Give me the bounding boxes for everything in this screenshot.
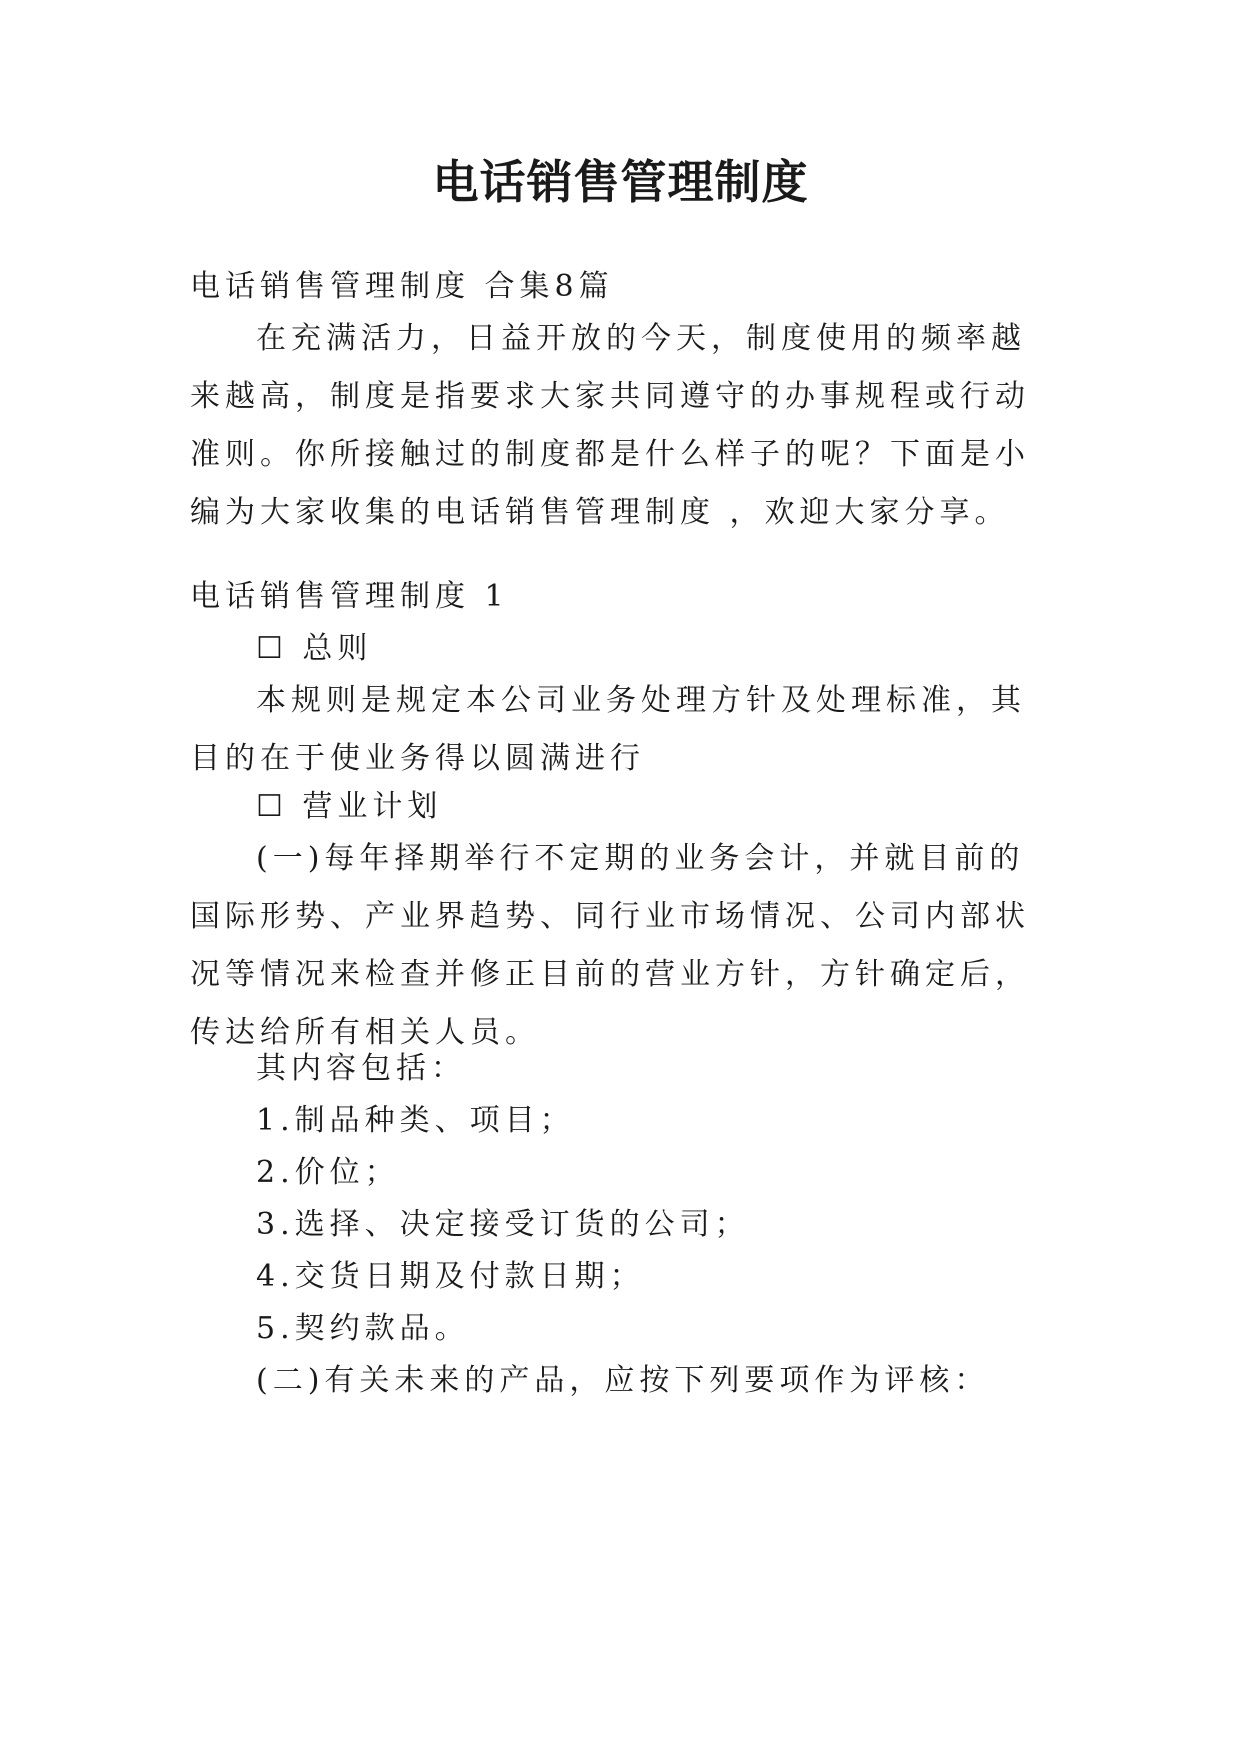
document-subtitle: 电话销售管理制度 合集8篇 [190,269,614,304]
list-item: 4.交货日期及付款日期； [256,1259,645,1294]
checkbox-item-general: ☐ 总则 [256,631,373,666]
rules-paragraph: 本规则是规定本公司业务处理方针及处理标准，其目的在于使业务得以圆满进行 [190,683,1026,776]
list-item: 5.契约款品。 [256,1311,470,1346]
list-item: 1.制品种类、项目； [256,1103,575,1138]
document-title: 电话销售管理制度 [432,155,809,209]
list-item: 3.选择、决定接受订货的公司； [256,1207,750,1242]
section-heading: 电话销售管理制度 1 [190,579,509,614]
intro-paragraph: 在充满活力，日益开放的今天，制度使用的频率越来越高，制度是指要求大家共同遵守的办事规程或行动准则。你所接触过的制度都是什么样子的呢？下面是小编为大家收集的电话销售管理制度 ，欢迎大家分享。 [190,321,1030,530]
checkbox-item-plan: ☐ 营业计划 [256,789,443,824]
paragraph-two: (二)有关未来的产品，应按下列要项作为评核： [256,1363,990,1398]
paragraph-one: (一)每年择期举行不定期的业务会计，并就目前的国际形势、产业界趋势、同行业市场情况、公司内部状况等情况来检查并修正目前的营业方针，方针确定后，传达给所有相关人员。 [190,841,1030,1050]
content-includes-label: 其内容包括： [256,1051,466,1086]
list-item: 2.价位； [256,1155,400,1190]
